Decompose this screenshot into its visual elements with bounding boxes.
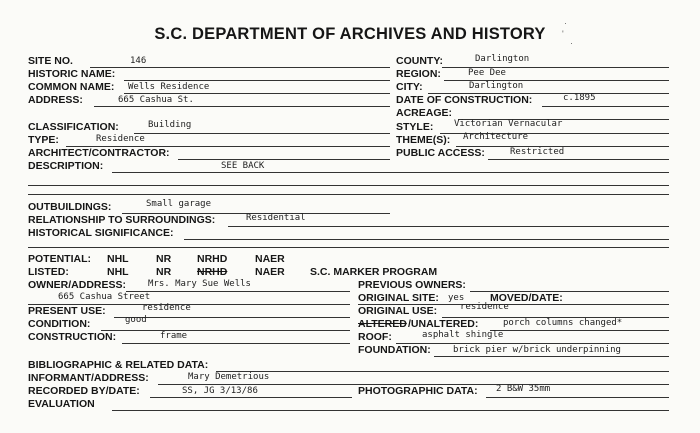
- potential-nr: NR: [156, 253, 172, 265]
- county-label: COUNTY:: [396, 55, 444, 67]
- present-use-value: residence: [142, 303, 191, 313]
- informant-value: Mary Demetrious: [188, 372, 270, 382]
- classification-label: CLASSIFICATION:: [28, 121, 119, 133]
- foundation-value: brick pier w/brick underpinning: [453, 345, 621, 355]
- recorded-by-label: RECORDED BY/DATE:: [28, 385, 140, 397]
- historic-name-label: HISTORIC NAME:: [28, 68, 116, 80]
- original-site-value: yes: [448, 293, 465, 303]
- city-label: CITY:: [396, 81, 423, 93]
- speck-mark: ·: [564, 18, 567, 28]
- listed-nrhd: NRHD: [197, 266, 228, 278]
- type-value: Residence: [96, 134, 145, 144]
- informant-label: INFORMANT/ADDRESS:: [28, 372, 149, 384]
- site-no-label: SITE NO.: [28, 55, 73, 67]
- county-value: Darlington: [475, 54, 530, 64]
- evaluation-label: EVALUATION: [28, 398, 95, 410]
- previous-owners-label: PREVIOUS OWNERS:: [358, 279, 466, 291]
- form-title: S.C. DEPARTMENT OF ARCHIVES AND HISTORY: [154, 25, 546, 43]
- outbuildings-label: OUTBUILDINGS:: [28, 201, 112, 213]
- historical-significance-label: HISTORICAL SIGNIFICANCE:: [28, 227, 174, 239]
- type-label: TYPE:: [28, 134, 59, 146]
- photographic-label: PHOTOGRAPHIC DATA:: [358, 385, 478, 397]
- themes-value: Architecture: [463, 132, 529, 142]
- listed-naer: NAER: [255, 266, 285, 278]
- address-value: 665 Cashua St.: [118, 95, 194, 105]
- present-use-label: PRESENT USE:: [28, 305, 106, 317]
- owner-name-value: Mrs. Mary Sue Wells: [148, 279, 251, 289]
- address-label: ADDRESS:: [28, 94, 83, 106]
- themes-label: THEME(S):: [396, 134, 451, 146]
- common-name-label: COMMON NAME:: [28, 81, 115, 93]
- condition-label: CONDITION:: [28, 318, 91, 330]
- original-use-value: residence: [460, 302, 509, 312]
- date-of-construction-value: c.1895: [563, 93, 596, 103]
- outbuildings-value: Small garage: [146, 199, 212, 209]
- region-label: REGION:: [396, 68, 441, 80]
- relationship-label: RELATIONSHIP TO SURROUNDINGS:: [28, 214, 216, 226]
- recorded-by-value: SS, JG 3/13/86: [182, 386, 258, 396]
- classification-value: Building: [148, 120, 192, 130]
- relationship-value: Residential: [246, 213, 306, 223]
- public-access-value: Restricted: [510, 147, 565, 157]
- construction-value: frame: [160, 331, 188, 341]
- city-value: Darlington: [469, 81, 524, 91]
- region-value: Pee Dee: [468, 68, 506, 78]
- potential-naer: NAER: [255, 253, 285, 265]
- photographic-value: 2 B&W 35mm: [496, 384, 551, 394]
- date-of-construction-label: DATE OF CONSTRUCTION:: [396, 94, 533, 106]
- bibliographic-label: BIBLIOGRAPHIC & RELATED DATA:: [28, 359, 209, 371]
- description-value: SEE BACK: [221, 161, 265, 171]
- roof-value: asphalt shingle: [422, 330, 504, 340]
- marker-program-label: S.C. MARKER PROGRAM: [310, 266, 438, 278]
- construction-label: CONSTRUCTION:: [28, 331, 117, 343]
- unaltered-label: /UNALTERED:: [408, 318, 479, 330]
- acreage-label: ACREAGE:: [396, 107, 453, 119]
- architect-label: ARCHITECT/CONTRACTOR:: [28, 147, 170, 159]
- style-value: Victorian Vernacular: [454, 119, 563, 129]
- style-label: STYLE:: [396, 121, 434, 133]
- potential-label: POTENTIAL:: [28, 253, 91, 265]
- owner-address-label: OWNER/ADDRESS:: [28, 279, 127, 291]
- speck-mark: ': [562, 29, 564, 39]
- common-name-value: Wells Residence: [128, 82, 210, 92]
- foundation-label: FOUNDATION:: [358, 344, 431, 356]
- potential-nrhd: NRHD: [197, 253, 228, 265]
- listed-nr: NR: [156, 266, 172, 278]
- site-no-value: 146: [130, 56, 147, 66]
- public-access-label: PUBLIC ACCESS:: [396, 147, 485, 159]
- original-use-label: ORIGINAL USE:: [358, 305, 438, 317]
- owner-street-value: 665 Cashua Street: [58, 292, 151, 302]
- roof-label: ROOF:: [358, 331, 392, 343]
- original-site-label: ORIGINAL SITE:: [358, 292, 439, 304]
- altered-value: porch columns changed*: [503, 318, 623, 328]
- potential-nhl: NHL: [107, 253, 129, 265]
- moved-date-label: MOVED/DATE:: [490, 292, 563, 304]
- speck-mark: ·: [570, 38, 573, 48]
- description-label: DESCRIPTION:: [28, 160, 104, 172]
- listed-nhl: NHL: [107, 266, 129, 278]
- listed-label: LISTED:: [28, 266, 69, 278]
- altered-label: ALTERED: [358, 318, 407, 330]
- condition-value: good: [125, 315, 147, 325]
